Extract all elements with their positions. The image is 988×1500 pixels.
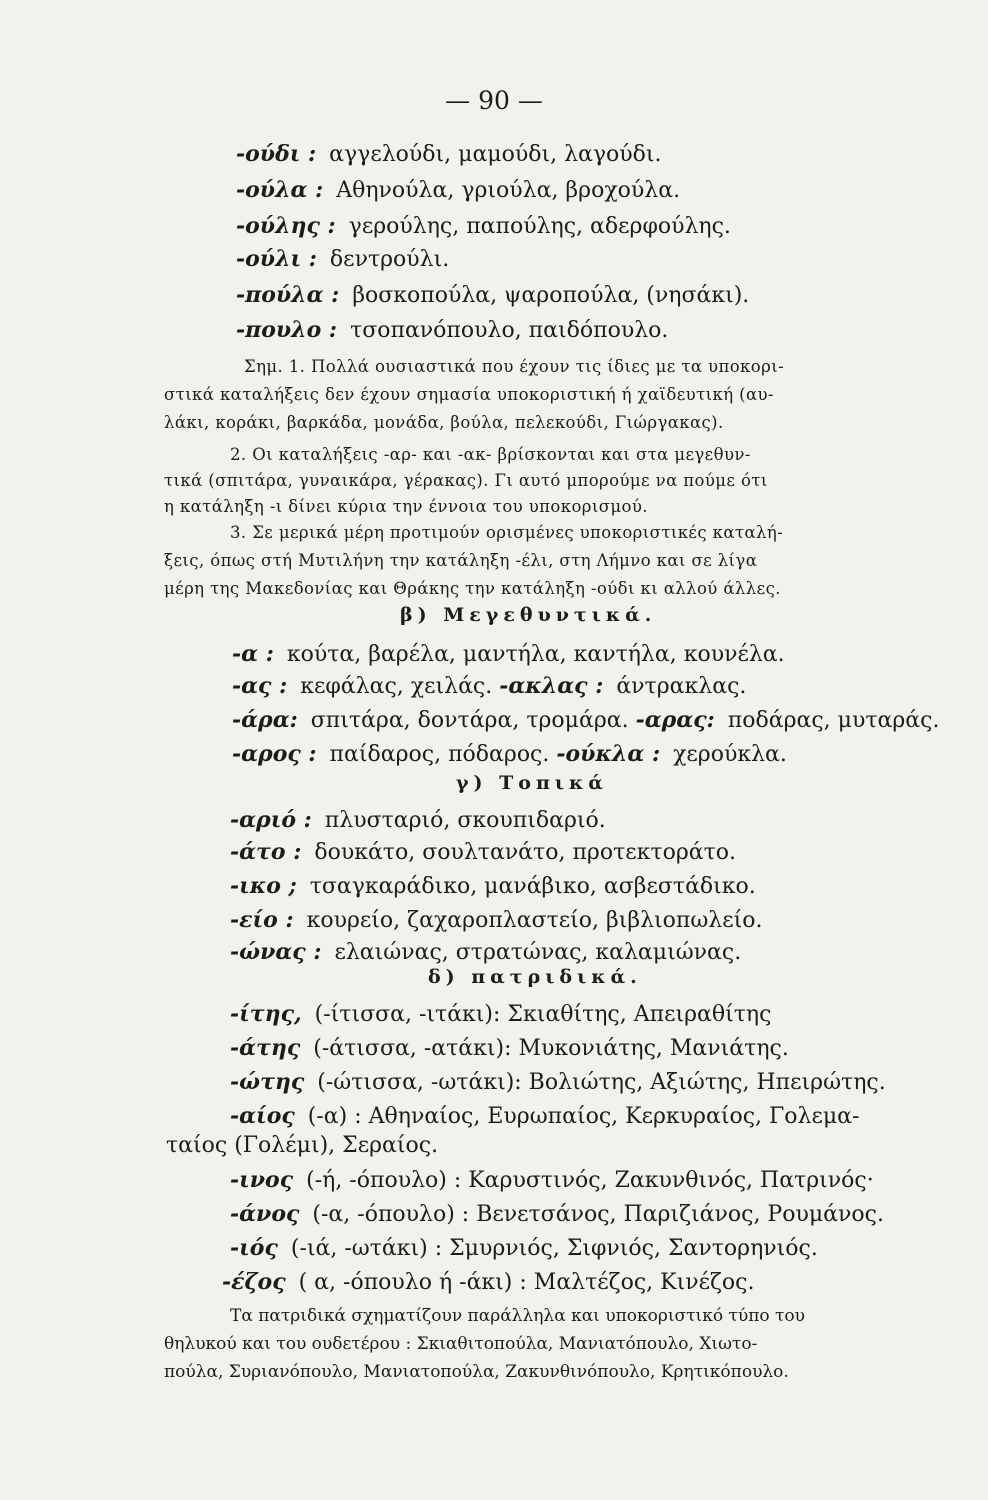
suffix: -αίος xyxy=(230,1103,295,1129)
examples: (-α, -όπουλο) : Βενετσάνος, Παριζιάνος, Ρουμάνος. xyxy=(312,1202,884,1227)
aug-line-2 xyxy=(232,706,939,735)
local-line-4 xyxy=(230,938,741,967)
note-line-4: τικά (σπιτάρα, γυναικάρα, γέρακας). Γι αυτό μπορούμε να πούμε ότι xyxy=(164,471,768,490)
patrial-line-2 xyxy=(230,1068,886,1097)
suffix: -ώνας : xyxy=(230,939,322,965)
note-line-1: στικά καταλήξεις δεν έχουν σημασία υποκοριστική ή χαϊδευτική (αυ- xyxy=(164,385,774,404)
dim-line-1 xyxy=(236,176,680,205)
patrial-line-0 xyxy=(230,1000,771,1029)
footer-line-1: θηλυκού και του ουδετέρου : Σκιαθιτοπούλα, Μανιατόπουλο, Χιωτο- xyxy=(164,1334,758,1354)
suffix: -ούλης : xyxy=(236,213,336,239)
suffix: -ούλα : xyxy=(236,177,324,203)
examples: ταίος (Γολέμι), Σεραίος. xyxy=(166,1133,439,1158)
suffix-2: -ακλας : xyxy=(499,673,604,699)
examples-2: χερούκλα. xyxy=(673,742,787,767)
aug-line-3 xyxy=(232,740,787,769)
dim-line-3 xyxy=(236,245,449,274)
dim-line-4 xyxy=(236,281,749,310)
suffix: -ούδι : xyxy=(236,141,317,167)
patrial-line-7 xyxy=(230,1234,818,1263)
suffix: -ινος xyxy=(230,1167,294,1193)
suffix: -αριό : xyxy=(230,807,312,833)
patrial-line-1 xyxy=(230,1034,789,1063)
suffix: -ώτης xyxy=(230,1069,305,1095)
examples: τσοπανόπουλο, παιδόπουλο. xyxy=(350,318,669,343)
aug-line-0 xyxy=(232,640,785,669)
examples: δουκάτο, σουλτανάτο, προτεκτοράτο. xyxy=(314,840,737,865)
note-line-0: Σημ. 1. Πολλά ουσιαστικά που έχουν τις ίδιες με τα υποκορι- xyxy=(244,357,785,376)
note-line-8: μέρη της Μακεδονίας και Θράκης την κατάληξη -ούδι κι αλλού άλλες. xyxy=(164,579,781,598)
suffix: -ας : xyxy=(232,673,288,699)
examples: (-ώτισσα, -ωτάκι): Βολιώτης, Αξιώτης, Ηπειρώτης. xyxy=(317,1070,886,1095)
examples: (-ή, -όπουλο) : Καρυστινός, Ζακυνθινός, Πατρινός· xyxy=(306,1168,874,1193)
suffix: -αρος : xyxy=(232,741,317,767)
suffix: -άρα: xyxy=(232,707,298,733)
examples: πλυσταριό, σκουπιδαριό. xyxy=(324,808,606,833)
suffix: -ούλι : xyxy=(236,246,317,272)
examples: σπιτάρα, δοντάρα, τρομάρα. xyxy=(310,708,629,733)
suffix: -πούλα : xyxy=(236,282,340,308)
examples-2: ποδάρας, μυταράς. xyxy=(727,708,940,733)
footer-line-2: πούλα, Συριανόπουλο, Μανιατοπούλα, Ζακυνθινόπουλο, Κρητικόπουλο. xyxy=(164,1362,789,1382)
patrial-line-4 xyxy=(166,1132,438,1160)
suffix: -ιός xyxy=(230,1235,278,1261)
note-line-5: η κατάληξη -ι δίνει κύρια την έννοια του υποκορισμού. xyxy=(164,497,648,516)
suffix: -είο : xyxy=(230,907,294,933)
note-line-6: 3. Σε μερικά μέρη προτιμούν ορισμένες υποκοριστικές καταλή- xyxy=(230,523,784,542)
dim-line-2 xyxy=(236,212,731,241)
note-line-7: ξεις, όπως στή Μυτιλήνη την κατάληξη -έλι, στη Λήμνο και σε λίγα xyxy=(164,551,758,570)
examples-2: άντρακλας. xyxy=(616,674,747,699)
note-line-3: 2. Οι καταλήξεις -αρ- και -ακ- βρίσκονται και στα μεγεθυν- xyxy=(230,445,751,464)
suffix: -άνος xyxy=(230,1201,300,1227)
aug-line-1 xyxy=(232,672,746,701)
dim-line-5 xyxy=(236,316,668,345)
suffix-2: -ούκλα : xyxy=(556,741,661,767)
examples: Αθηνούλα, γριούλα, βροχούλα. xyxy=(336,178,681,203)
examples: δεντρούλι. xyxy=(329,247,450,272)
examples: (-ιά, -ωτάκι) : Σμυρνιός, Σιφνιός, Σαντορηνιός. xyxy=(290,1236,818,1261)
examples: παίδαρος, πόδαρος. xyxy=(329,742,550,767)
patrial-heading: δ) πατριδικά. xyxy=(428,966,642,988)
local-line-3 xyxy=(230,906,763,935)
examples: γερούλης, παπούλης, αδερφούλης. xyxy=(348,214,731,239)
suffix: -ίτης, xyxy=(230,1001,302,1027)
examples: (-άτισσα, -ατάκι): Μυκονιάτης, Μανιάτης. xyxy=(313,1036,789,1061)
examples: τσαγκαράδικο, μανάβικο, ασβεστάδικο. xyxy=(309,874,756,899)
local-line-0 xyxy=(230,806,606,835)
examples: ( α, -όπουλο ή -άκι) : Μαλτέζος, Κινέζος. xyxy=(298,1270,755,1295)
examples: κεφάλας, χειλάς. xyxy=(300,674,493,699)
examples: (-ίτισσα, -ιτάκι): Σκιαθίτης, Απειραθίτης xyxy=(314,1002,772,1027)
examples: κούτα, βαρέλα, μαντήλα, καντήλα, κουνέλα. xyxy=(286,642,785,667)
dim-line-0 xyxy=(236,140,662,169)
patrial-line-6 xyxy=(230,1200,884,1229)
examples: κουρείο, ζαχαροπλαστείο, βιβλιοπωλείο. xyxy=(306,908,763,933)
suffix: -α : xyxy=(232,641,274,667)
page-number: — 90 — xyxy=(445,86,543,115)
note-line-2: λάκι, κοράκι, βαρκάδα, μονάδα, βούλα, πελεκούδι, Γιώργακας). xyxy=(164,413,724,432)
suffix: -ικο ; xyxy=(230,873,297,899)
suffix-2: -αρας: xyxy=(635,707,715,733)
patrial-line-8 xyxy=(222,1268,754,1297)
patrial-line-3 xyxy=(230,1102,859,1131)
examples: ελαιώνας, στρατώνας, καλαμιώνας. xyxy=(334,940,742,965)
suffix: -άτο : xyxy=(230,839,302,865)
suffix: -έζος xyxy=(222,1269,286,1295)
examples: αγγελούδι, μαμούδι, λαγούδι. xyxy=(329,142,662,167)
local-heading: γ) Τοπικά xyxy=(456,772,608,794)
suffix: -άτης xyxy=(230,1035,301,1061)
suffix: -πουλο : xyxy=(236,317,338,343)
footer-line-0: Τα πατριδικά σχηματίζουν παράλληλα και υποκοριστικό τύπο του xyxy=(230,1306,805,1326)
examples: βοσκοπούλα, ψαροπούλα, (νησάκι). xyxy=(352,283,750,308)
patrial-line-5 xyxy=(230,1166,874,1195)
local-line-2 xyxy=(230,872,756,901)
augmentative-heading: β) Μεγεθυντικά. xyxy=(400,604,657,626)
examples: (-α) : Αθηναίος, Ευρωπαίος, Κερκυραίος, Γολεμα- xyxy=(307,1104,860,1129)
local-line-1 xyxy=(230,838,736,867)
